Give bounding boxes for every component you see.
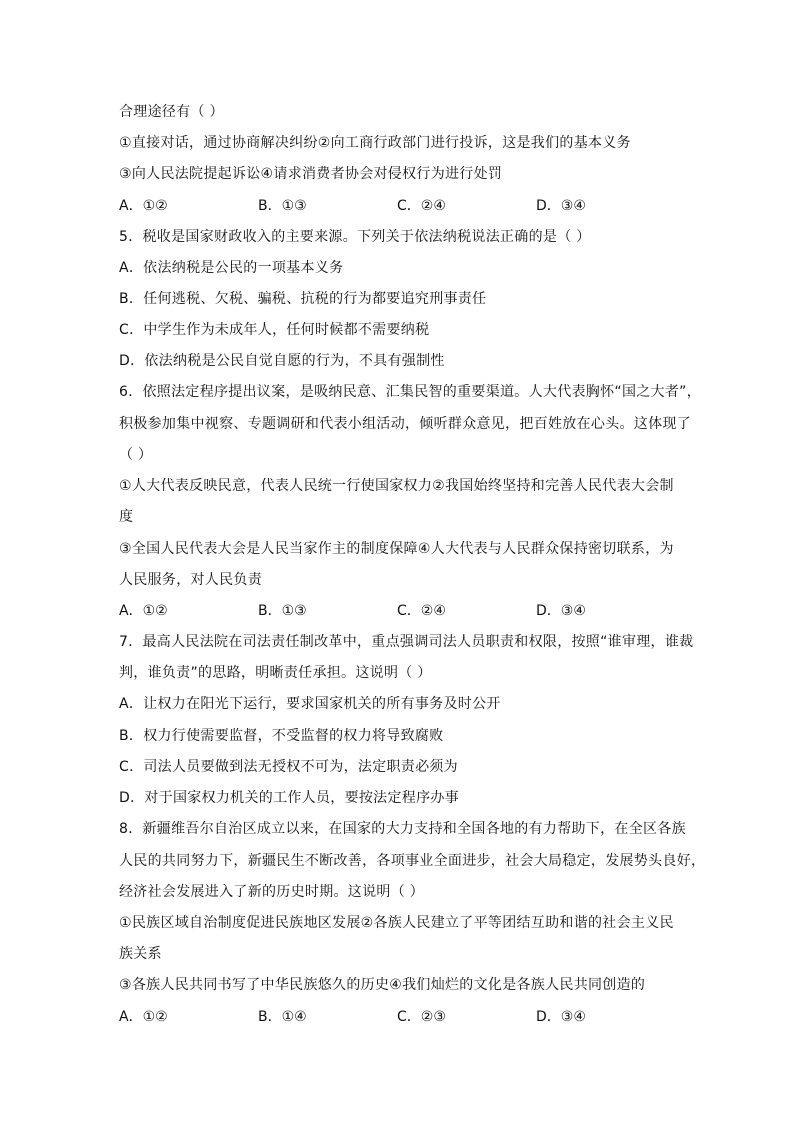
q6-option-b: B．①③ — [258, 603, 307, 619]
q8-stem-line: 人民的共同努力下，新疆民生不断改善，各项事业全面进步，社会大局稳定，发展势头良好， — [119, 853, 706, 869]
q6-item-line: ③全国人民代表大会是人民当家作主的制度保障④人大代表与人民群众保持密切联系，为 — [119, 541, 674, 557]
q6-option-c: C．②④ — [397, 603, 446, 619]
q8-stem-line: 8．新疆维吾尔自治区成立以来，在国家的大力支持和全国各地的有力帮助下，在全区各族 — [119, 821, 686, 837]
q6-option-d: D．③④ — [536, 603, 586, 619]
q8-item-line: ③各族人民共同书写了中华民族悠久的历史④我们灿烂的文化是各族人民共同创造的 — [119, 977, 646, 993]
q8-option-c: C．②③ — [397, 1009, 446, 1025]
q8-item-line: 族关系 — [119, 946, 162, 962]
q4-stem-tail: 合理途径有（ ） — [119, 104, 224, 120]
q6-options — [119, 601, 689, 621]
q6-stem-line: 6．依照法定程序提出议案，是吸纳民意、汇集民智的重要渠道。人大代表胸怀“国之大者”， — [119, 384, 702, 400]
q8-item-line: ①民族区域自治制度促进民族地区发展②各族人民建立了平等团结互助和谐的社会主义民 — [119, 915, 674, 931]
q6-item-line: 度 — [119, 509, 134, 525]
q8-stem-line: 经济社会发展进入了新的历史时期。这说明（ ） — [119, 884, 425, 900]
q8-option-d: D．③④ — [536, 1009, 586, 1025]
q4-item-line: ①直接对话，通过协商解决纠纷②向工商行政部门进行投诉，这是我们的基本义务 — [119, 135, 631, 151]
q5-option-b: B．任何逃税、欠税、骗税、抗税的行为都要追究刑事责任 — [119, 291, 487, 307]
q7-option-c: C．司法人员要做到法无授权不可为，法定职责必须为 — [119, 759, 458, 775]
q8-option-a: A．①② — [119, 1009, 168, 1025]
q7-option-b: B．权力行使需要监督，不受监督的权力将导致腐败 — [119, 728, 444, 744]
q6-stem-line: 积极参加集中视察、专题调研和代表小组活动，倾听群众意见，把百姓放在心头。这体现了 — [119, 416, 691, 432]
q5-option-a: A．依法纳税是公民的一项基本义务 — [119, 260, 344, 276]
q4-item-line: ③向人民法院提起诉讼④请求消费者协会对侵权行为进行处罚 — [119, 166, 503, 182]
q4-options — [119, 196, 689, 216]
q7-stem-line: 7．最高人民法院在司法责任制改革中，重点强调司法人员职责和权限，按照“谁审理，谁裁 — [119, 634, 694, 650]
q6-item-line: 人民服务，对人民负责 — [119, 572, 262, 588]
q7-stem-line: 判，谁负责”的思路，明晰责任承担。这说明（ ） — [119, 665, 432, 681]
q7-option-a: A．让权力在阳光下运行，要求国家机关的所有事务及时公开 — [119, 696, 501, 712]
q6-stem-line: （ ） — [119, 447, 153, 463]
q7-option-d: D．对于国家权力机关的工作人员，要按法定程序办事 — [119, 790, 459, 806]
q6-option-a: A．①② — [119, 603, 168, 619]
q4-option-b: B．①③ — [258, 198, 307, 214]
q4-option-d: D．③④ — [536, 198, 586, 214]
q4-option-c: C．②④ — [397, 198, 446, 214]
q8-options — [119, 1007, 689, 1027]
q5-option-d: D．依法纳税是公民自觉自愿的行为，不具有强制性 — [119, 353, 445, 369]
q5-stem: 5．税收是国家财政收入的主要来源。下列关于依法纳税说法正确的是（ ） — [119, 229, 591, 245]
q4-option-a: A．①② — [119, 198, 168, 214]
q8-option-b: B．①④ — [258, 1009, 307, 1025]
q5-option-c: C．中学生作为未成年人，任何时候都不需要纳税 — [119, 322, 430, 338]
q6-item-line: ①人大代表反映民意，代表人民统一行使国家权力②我国始终坚持和完善人民代表大会制 — [119, 478, 674, 494]
